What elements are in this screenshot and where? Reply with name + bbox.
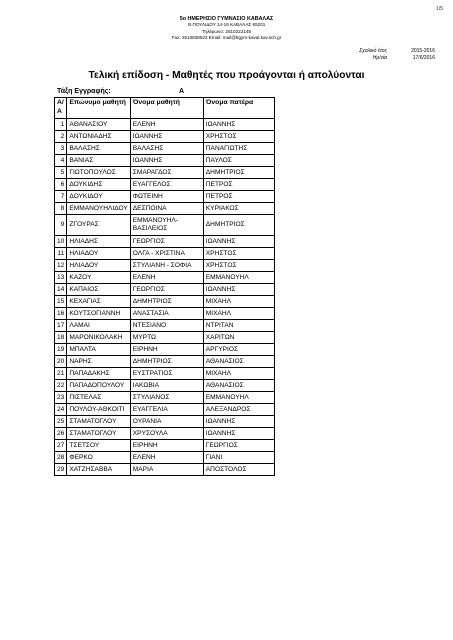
student-surname: ΚΑΠΑΙΟΣ	[67, 284, 130, 296]
student-first-name: ΕΥΑΓΓΕΛΟΣ	[130, 179, 203, 191]
student-surname: ΠΑΠΑΔΟΠΟΥΛΟΥ	[67, 380, 130, 392]
student-surname: ΔΟΥΚΙΔΗΣ	[67, 179, 130, 191]
father-name: ΜΙΧΑΗΛ	[203, 296, 274, 308]
father-name: ΧΡΗΣΤΟΣ	[203, 131, 274, 143]
table-row	[55, 248, 275, 260]
father-name: ΙΩΑΝΝΗΣ	[203, 119, 274, 131]
student-surname: ΤΣΕΤΣΟΥ	[67, 440, 130, 452]
student-first-name: ΒΑΛΑΣΗΣ	[130, 143, 203, 155]
student-first-name: ΦΩΤΕΙΝΗ	[130, 191, 203, 203]
father-name: ΕΜΜΑΝΟΥΗΛ	[203, 272, 274, 284]
student-surname: ΣΤΑΜΑΤΟΓΛΟΥ	[67, 416, 130, 428]
student-first-name: ΣΜΑΡΑΓΔΟΣ	[130, 167, 203, 179]
table-row	[55, 428, 275, 440]
table-row	[55, 167, 275, 179]
row-number: 19	[55, 344, 67, 356]
father-name: ΔΗΜΗΤΡΙΟΣ	[203, 215, 274, 236]
student-first-name: ΕΥΑΓΓΕΛΙΑ	[130, 404, 203, 416]
student-first-name: ΣΤΥΛΙΑΝΗ - ΣΟΦΙΑ	[130, 260, 203, 272]
student-surname: ΒΑΝΙΑΣ	[67, 155, 130, 167]
table-row	[55, 308, 275, 320]
table-row	[55, 380, 275, 392]
table-row	[55, 344, 275, 356]
row-number: 14	[55, 284, 67, 296]
table-row	[55, 332, 275, 344]
student-surname: ΕΜΜΑΝΟΥΗΛΙΔΟΥ	[67, 203, 130, 215]
father-name: ΙΩΑΝΝΗΣ	[203, 236, 274, 248]
document-meta	[332, 48, 435, 62]
student-surname: ΛΑΜΑΙ	[67, 320, 130, 332]
row-number: 8	[55, 203, 67, 215]
row-number: 23	[55, 392, 67, 404]
class-line	[57, 88, 185, 95]
table-row	[55, 119, 275, 131]
students-table	[54, 97, 275, 476]
table-row	[55, 215, 275, 236]
student-first-name: ΜΑΡΙΑ	[130, 464, 203, 476]
student-first-name: ΕΛΕΝΗ	[130, 452, 203, 464]
student-surname: ΗΛΙΑΔΟΥ	[67, 248, 130, 260]
class-label: Τάξη Εγγραφής:	[57, 88, 111, 95]
row-number: 1	[55, 119, 67, 131]
student-first-name: ΙΩΑΝΝΗΣ	[130, 155, 203, 167]
father-name: ΕΜΜΑΝΟΥΗΛ	[203, 392, 274, 404]
father-name: ΚΥΡΙΑΚΟΣ	[203, 203, 274, 215]
row-number: 6	[55, 179, 67, 191]
student-first-name: ΧΡΥΣΟΥΛΑ	[130, 428, 203, 440]
father-name: ΑΘΑΝΑΣΙΟΣ	[203, 356, 274, 368]
father-name: ΠΕΤΡΟΣ	[203, 179, 274, 191]
header-first-name: Όνομα μαθητή	[130, 98, 203, 119]
table-row	[55, 191, 275, 203]
table-row	[55, 296, 275, 308]
father-name: ΠΑΝΑΓΙΩΤΗΣ	[203, 143, 274, 155]
student-surname: ΠΟΥΛΟΥ-ΑΘΚΟΙΤΙ	[67, 404, 130, 416]
student-first-name: ΕΥΣΤΡΑΤΙΟΣ	[130, 368, 203, 380]
student-first-name: ΣΤΥΛΙΑΝΟΣ	[130, 392, 203, 404]
table-row	[55, 272, 275, 284]
table-row	[55, 368, 275, 380]
student-surname: ΗΛΙΑΔΗΣ	[67, 236, 130, 248]
father-name: ΙΩΑΝΝΗΣ	[203, 416, 274, 428]
student-first-name: ΝΤΕΣΙΑΝΟ	[130, 320, 203, 332]
school-fax-email: Fax: 2510838622 Email: mail@5gym-kaval.kav.sch.gr	[171, 35, 282, 41]
table-row	[55, 155, 275, 167]
row-number: 20	[55, 356, 67, 368]
father-name: ΧΡΗΣΤΟΣ	[203, 248, 274, 260]
row-number: 26	[55, 428, 67, 440]
student-surname: ΦΕΡΚΟ	[67, 452, 130, 464]
student-first-name: ΜΥΡΤΩ	[130, 332, 203, 344]
father-name: ΝΤΡΙΤΑΝ	[203, 320, 274, 332]
student-surname: ΚΟΥΤΣΟΓΙΑΝΝΗ	[67, 308, 130, 320]
student-first-name: ΟΛΓΑ - ΧΡΙΣΤΙΝΑ	[130, 248, 203, 260]
row-number: 18	[55, 332, 67, 344]
student-surname: ΚΕΧΑΓΙΑΣ	[67, 296, 130, 308]
father-name: ΠΕΤΡΟΣ	[203, 191, 274, 203]
row-number: 10	[55, 236, 67, 248]
student-first-name: ΕΛΕΝΗ	[130, 119, 203, 131]
document-title: Τελική επίδοση - Μαθητές που προάγονται ή απολύονται	[88, 70, 365, 81]
row-number: 17	[55, 320, 67, 332]
table-row	[55, 464, 275, 476]
table-row	[55, 452, 275, 464]
student-surname: ΖΓΟΥΡΑΣ	[67, 215, 130, 236]
father-name: ΙΩΑΝΝΗΣ	[203, 284, 274, 296]
father-name: ΙΩΑΝΝΗΣ	[203, 428, 274, 440]
class-value: A	[179, 88, 185, 95]
student-first-name: ΙΩΑΝΝΗΣ	[130, 131, 203, 143]
row-number: 16	[55, 308, 67, 320]
father-name: ΓΙΑΝΙ	[203, 452, 274, 464]
row-number: 28	[55, 452, 67, 464]
row-number: 24	[55, 404, 67, 416]
row-number: 13	[55, 272, 67, 284]
student-surname: ΜΠΑΛΤΑ	[67, 344, 130, 356]
student-surname: ΗΛΙΑΔΟΥ	[67, 260, 130, 272]
student-first-name: ΑΝΑΣΤΑΣΙΑ	[130, 308, 203, 320]
table-row	[55, 236, 275, 248]
table-row	[55, 131, 275, 143]
student-first-name: ΕΙΡΗΝΗ	[130, 440, 203, 452]
school-phone: Τηλέφωνο: 2510222148	[202, 28, 251, 34]
header-father-name: Όνομα πατέρα	[203, 98, 274, 119]
table-row	[55, 416, 275, 428]
school-header	[0, 16, 453, 42]
student-first-name: ΟΥΡΑΝΙΑ	[130, 416, 203, 428]
father-name: ΜΙΧΑΗΛ	[203, 308, 274, 320]
row-number: 25	[55, 416, 67, 428]
father-name: ΑΠΟΣΤΟΛΟΣ	[203, 464, 274, 476]
row-number: 7	[55, 191, 67, 203]
father-name: ΧΑΡΙΤΩΝ	[203, 332, 274, 344]
table-row	[55, 143, 275, 155]
row-number: 21	[55, 368, 67, 380]
table-row	[55, 440, 275, 452]
student-surname: ΠΑΠΑΔΑΚΗΣ	[67, 368, 130, 380]
father-name: ΓΕΩΡΓΙΟΣ	[203, 440, 274, 452]
student-first-name: ΓΕΩΡΓΙΟΣ	[130, 284, 203, 296]
student-surname: ΑΘΑΝΑΣΙΟΥ	[67, 119, 130, 131]
header-aa: Α/Α	[55, 98, 67, 119]
student-first-name: ΕΛΕΝΗ	[130, 272, 203, 284]
table-header-row	[55, 98, 275, 119]
row-number: 12	[55, 260, 67, 272]
student-first-name: ΙΑΚΩΒΙΑ	[130, 380, 203, 392]
student-first-name: ΔΗΜΗΤΡΙΟΣ	[130, 296, 203, 308]
date-value: 17/6/2016	[412, 55, 435, 61]
row-number: 9	[55, 215, 67, 236]
date-label: Ημ/νία	[372, 55, 387, 61]
row-number: 4	[55, 155, 67, 167]
student-surname: ΧΑΤΖΗΣΑΒΒΑ	[67, 464, 130, 476]
student-first-name: ΔΕΣΠΟΙΝΑ	[130, 203, 203, 215]
row-number: 15	[55, 296, 67, 308]
father-name: ΧΡΗΣΤΟΣ	[203, 260, 274, 272]
row-number: 29	[55, 464, 67, 476]
table-row	[55, 320, 275, 332]
school-year-value: 2015-2016	[411, 48, 435, 54]
student-first-name: ΔΗΜΗΤΡΙΟΣ	[130, 356, 203, 368]
table-row	[55, 392, 275, 404]
row-number: 22	[55, 380, 67, 392]
table-row	[55, 404, 275, 416]
student-surname: ΚΑΖΟΥ	[67, 272, 130, 284]
table-row	[55, 179, 275, 191]
school-address: Θ.ΠΟΥΛΙΔΟΥ 14-16 ΚΑΒΑΛΑΣ 65201	[187, 22, 266, 28]
table-row	[55, 260, 275, 272]
row-number: 2	[55, 131, 67, 143]
father-name: ΠΑΥΛΟΣ	[203, 155, 274, 167]
table-row	[55, 356, 275, 368]
student-first-name: ΓΕΩΡΓΙΟΣ	[130, 236, 203, 248]
table-row	[55, 203, 275, 215]
student-surname: ΣΤΑΜΑΤΟΓΛΟΥ	[67, 428, 130, 440]
student-surname: ΑΝΤΩΝΙΑΔΗΣ	[67, 131, 130, 143]
student-surname: ΝΑΡΗΣ	[67, 356, 130, 368]
page-number: 1/5	[436, 6, 443, 12]
student-surname: ΜΑΡΟΝΙΚΟΛΑΚΗ	[67, 332, 130, 344]
student-first-name: ΕΙΡΗΝΗ	[130, 344, 203, 356]
table-row	[55, 284, 275, 296]
father-name: ΔΗΜΗΤΡΙΟΣ	[203, 167, 274, 179]
student-surname: ΒΑΛΑΣΗΣ	[67, 143, 130, 155]
father-name: ΑΘΑΝΑΣΙΟΣ	[203, 380, 274, 392]
row-number: 5	[55, 167, 67, 179]
student-surname: ΠΙΣΤΕΛΑΣ	[67, 392, 130, 404]
father-name: ΑΛΕΞΑΝΔΡΟΣ	[203, 404, 274, 416]
school-name: 5ο ΗΜΕΡΗΣΙΟ ΓΥΜΝΑΣΙΟ ΚΑΒΑΛΑΣ	[179, 16, 274, 22]
father-name: ΜΙΧΑΗΛ	[203, 368, 274, 380]
father-name: ΑΡΓΥΡΙΟΣ	[203, 344, 274, 356]
table-body	[55, 119, 275, 476]
header-surname: Επώνυμο μαθητή	[67, 98, 130, 119]
student-surname: ΔΟΥΚΙΔΟΥ	[67, 191, 130, 203]
row-number: 11	[55, 248, 67, 260]
row-number: 27	[55, 440, 67, 452]
row-number: 3	[55, 143, 67, 155]
student-first-name: ΕΜΜΑΝΟΥΗΛ-ΒΑΣΙΛΕΙΟΣ	[130, 215, 203, 236]
student-surname: ΓΙΩΤΟΠΟΥΛΟΣ	[67, 167, 130, 179]
school-year-label: Σχολικό έτος	[359, 48, 387, 54]
